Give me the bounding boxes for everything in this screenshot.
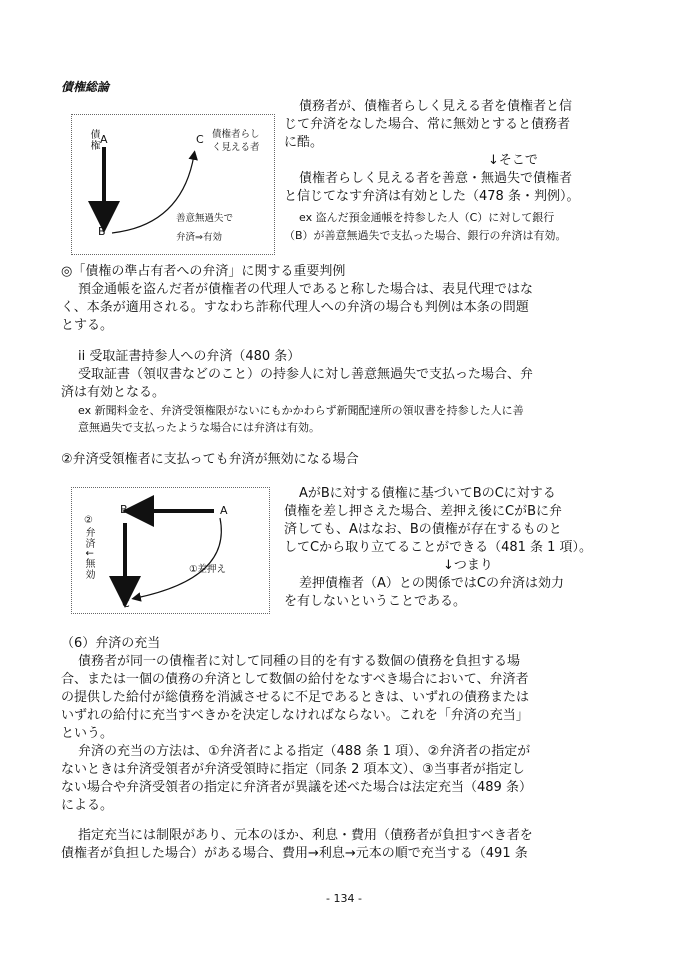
diagram-2-arrows: [72, 488, 269, 613]
c-caption-line1: 債権者らし: [212, 129, 260, 140]
party-c-label-2: C: [122, 597, 130, 610]
section6-heading: （6）弁済の充当: [61, 636, 161, 651]
section5-line-5: 差押債権者（A）との関係ではCの弁済は効力: [299, 576, 564, 591]
party-b-label-2: B: [120, 503, 128, 516]
section6-line-3: の提供した給付が総債務を消滅させるに不足であるときは、いずれの債務または: [61, 690, 530, 705]
invalid-payment-label: ②弁済↓無効: [83, 515, 94, 581]
section1-arrow: ↓そこで: [488, 153, 538, 168]
section6-line-7: ないときは弁済受領者が弁済受領時に指定（同条 2 項本文）、③当事者が指定し: [61, 762, 525, 777]
section5-line-3: 済しても、Aはなお、Bの債権が存在するものと: [284, 522, 562, 537]
claim-label: 債権: [88, 129, 99, 151]
arc-label-1: 善意無過失で: [176, 213, 234, 224]
section3-line-2: 済は有効となる。: [61, 385, 166, 400]
party-b-label: B: [98, 225, 106, 238]
section6-line-5: という。: [61, 726, 114, 741]
section6-line-4: いずれの給付に充当すべきかを決定しなければならない。これを「弁済の充当」: [61, 708, 529, 723]
section6-line-1: 債務者が同一の債権者に対して同種の目的を有する数個の債務を負担する場: [78, 654, 521, 669]
section3-line-1: 受取証書（領収書などのこと）の持参人に対し善意無過失で支払った場合、弁: [78, 367, 534, 382]
arc-label-2: 弁済⇒有効: [176, 232, 222, 243]
section2-heading: ◎「債権の準占有者への弁済」に関する重要判例: [61, 264, 346, 279]
party-c-label: C: [196, 133, 204, 146]
section5-arrow: ↓つまり: [443, 558, 493, 573]
section1-ex-2: （B）が善意無過失で支払った場合、銀行の弁済は有効。: [284, 229, 567, 242]
section5-line-4: してCから取り立てることができる（481 条 1 項）。: [284, 540, 593, 555]
party-a-label: A: [100, 133, 108, 146]
section6-line-10: 指定充当には制限があり、元本のほか、利息・費用（債務者が負担すべき者を: [78, 828, 533, 843]
page-header: 債権総論: [61, 80, 110, 94]
section4-heading: ②弁済受領権者に支払っても弁済が無効になる場合: [61, 452, 359, 467]
section3-ex-2: 意無過失で支払ったような場合には弁済は有効。: [78, 421, 320, 434]
section1-line-3: に酷。: [284, 135, 324, 150]
section1-line-5: と信じてなす弁済は有効とした（478 条・判例）。: [284, 189, 580, 204]
section1-line-4: 債権者らしく見える者を善意・無過失で債権者: [299, 171, 573, 186]
section6-line-6: 弁済の充当の方法は、①弁済者による指定（488 条 1 項）、②弁済者の指定が: [78, 744, 531, 759]
section2-line-3: とする。: [61, 318, 114, 333]
section3-ex-1: ex 新聞料金を、弁済受領権限がないにもかかわらず新聞配達所の領収書を持参した人に善: [78, 404, 524, 417]
party-a-label-2: A: [220, 504, 228, 517]
a-c-curve-arrow: [136, 518, 221, 598]
section3-heading: ii 受取証書持参人への弁済（480 条）: [78, 349, 301, 364]
section6-line-2: 合、または一個の債務の弁済として数個の給付をなすべき場合において、弁済者: [61, 672, 529, 687]
section6-line-8: ない場合や弁済受領者の指定に弁済者が異議を述べた場合は法定充当（489 条）: [61, 780, 532, 795]
section5-line-6: を有しないということである。: [284, 594, 467, 609]
section1-line-1: 債務者が、債権者らしく見える者を債権者と信: [299, 99, 573, 114]
section2-line-2: く、本条が適用される。すなわち詐称代理人への弁済の場合も判例は本条の問題: [61, 300, 529, 315]
section5-line-1: AがBに対する債権に基づいてBのCに対する: [299, 486, 556, 501]
section6-line-11: 債権者が負担した場合）がある場合、費用→利息→元本の順で充当する（491 条: [61, 846, 528, 861]
section6-line-9: による。: [61, 798, 114, 813]
c-caption-line2: く見える者: [212, 142, 260, 153]
section2-line-1: 預金通帳を盗んだ者が債権者の代理人であると称した場合は、表見代理ではな: [78, 282, 534, 297]
page-number: - 134 -: [326, 892, 362, 905]
diagram-box-1: [71, 114, 275, 255]
section1-ex-1: ex 盗んだ預金通帳を持参した人（C）に対して銀行: [299, 211, 555, 224]
section1-line-2: じて弁済をなした場合、常に無効とすると債務者: [284, 117, 571, 132]
seizure-label: ①差押え: [189, 564, 227, 575]
section5-line-2: 債権を差し押さえた場合、差押え後にCがBに弁: [284, 504, 562, 519]
diagram-box-2: [71, 487, 270, 614]
